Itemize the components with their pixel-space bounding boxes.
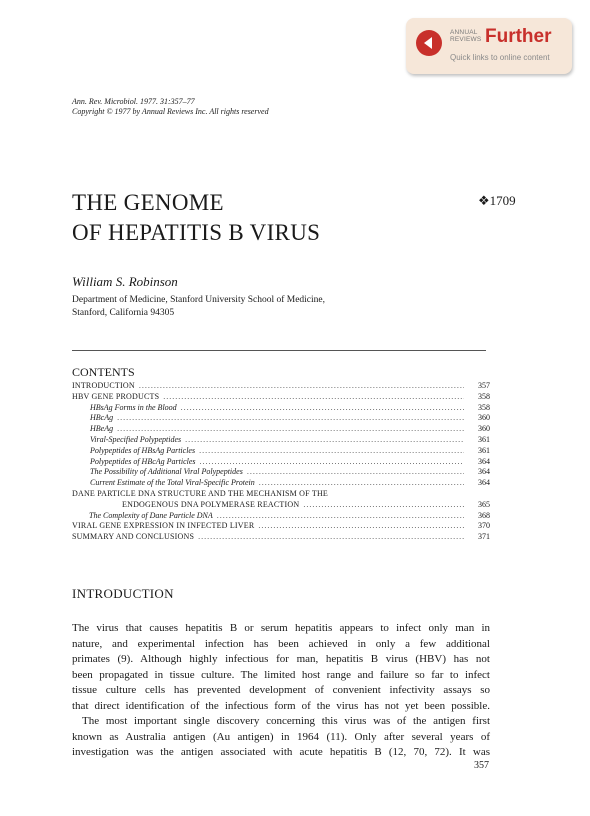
annual-reviews-brand: [450, 29, 481, 43]
toc-entry[interactable]: [72, 392, 490, 403]
body-line: The virus that causes hepatitis B or serum hepatitis appears to infect only man in: [72, 622, 490, 634]
toc-entry-label: DANE PARTICLE DNA STRUCTURE AND THE MECHANISM OF THE: [72, 488, 329, 498]
toc-entry-label: HBeAg: [90, 424, 114, 434]
body-line: tissue culture cells has prevented development of convenient infectivity assays so: [72, 684, 490, 696]
toc-leader: [139, 381, 464, 392]
toc-entry[interactable]: [72, 457, 490, 468]
toc-leader: [259, 478, 464, 489]
toc-entry-page: 361: [478, 445, 490, 455]
toc-entry[interactable]: [72, 467, 490, 478]
toc-entry[interactable]: [72, 511, 490, 522]
toc-entry[interactable]: [72, 500, 490, 511]
toc-entry-page: 360: [478, 413, 490, 423]
introduction-body: [72, 621, 490, 761]
journal-citation: [72, 97, 269, 117]
toc-leader: [117, 413, 464, 424]
table-of-contents: [72, 381, 490, 543]
toc-leader: [185, 435, 464, 446]
toc-entry-label: Viral-Specified Polypeptides: [90, 434, 182, 444]
article-number: ❖1709: [478, 193, 516, 208]
affiliation-line-2: Stanford, California 94305: [72, 308, 175, 318]
toc-leader: [258, 521, 464, 532]
body-line: that direct identification of the infectious form of the virus has not yet been possible.: [72, 699, 490, 712]
body-line: investigation was the antigen associated with acute hepatitis B (12, 70, 72). It was: [72, 746, 490, 758]
toc-leader: [217, 511, 464, 522]
citation-line: Ann. Rev. Microbiol. 1977. 31:357–77: [72, 97, 195, 106]
toc-entry-page: 364: [478, 478, 490, 488]
toc-leader: [200, 457, 464, 468]
toc-entry-label: ENDOGENOUS DNA POLYMERASE REACTION: [122, 499, 300, 509]
toc-entry[interactable]: [72, 381, 490, 392]
toc-leader: [163, 392, 464, 403]
toc-leader: [247, 467, 464, 478]
further-banner[interactable]: [406, 18, 572, 74]
toc-entry-label: The Complexity of Dane Particle DNA: [89, 510, 213, 520]
toc-entry-page: 365: [478, 499, 490, 509]
toc-entry-page: 371: [478, 532, 490, 542]
body-line: been propagated in tissue culture. The limited host range and failure so far to infect: [72, 668, 490, 681]
toc-leader: [198, 532, 464, 543]
toc-entry-label: SUMMARY AND CONCLUSIONS: [72, 532, 195, 542]
section-divider: [72, 350, 486, 351]
page-number: 357: [474, 760, 489, 771]
toc-entry-page: 364: [478, 467, 490, 477]
toc-entry-label: HBsAg Forms in the Blood: [90, 402, 177, 412]
toc-leader: [117, 424, 464, 435]
toc-entry[interactable]: [72, 478, 490, 489]
brand-line-1: ANNUAL: [450, 29, 478, 36]
toc-leader: [303, 500, 464, 511]
toc-entry-page: 357: [478, 381, 490, 390]
title-line-1: THE GENOME: [72, 190, 224, 215]
toc-entry-label: INTRODUCTION: [72, 381, 135, 390]
toc-entry-label: Polypeptides of HBsAg Particles: [90, 445, 196, 455]
toc-leader: [199, 446, 464, 457]
introduction-heading: INTRODUCTION: [72, 586, 174, 601]
author-affiliation: [72, 294, 325, 320]
further-tagline: Quick links to online content: [450, 53, 550, 62]
body-line: nature, and experimental infection has been achieved in only a few additional: [72, 637, 490, 650]
toc-entry[interactable]: [72, 413, 490, 424]
toc-entry-page: 361: [478, 434, 490, 444]
toc-entry-page: 370: [478, 521, 490, 531]
body-line: known as Australia antigen (Au antigen) in 1964 (11). Only after several years of: [72, 730, 490, 743]
toc-entry[interactable]: [72, 424, 490, 435]
contents-heading: CONTENTS: [72, 365, 135, 379]
further-word: Further: [485, 26, 552, 47]
toc-entry[interactable]: [72, 521, 490, 532]
toc-entry[interactable]: [72, 403, 490, 414]
body-line: The most important single discovery concerning this virus was of the antigen first: [82, 715, 490, 727]
toc-entry[interactable]: [72, 446, 490, 457]
toc-entry-label: HBcAg: [90, 413, 114, 423]
brand-line-2: REVIEWS: [450, 36, 482, 43]
title-line-2: OF HEPATITIS B VIRUS: [72, 220, 321, 245]
toc-entry-page: 358: [478, 402, 490, 412]
play-arrow-icon: [416, 30, 442, 56]
copyright-line: Copyright © 1977 by Annual Reviews Inc. All rights reserved: [72, 107, 269, 116]
toc-entry-page: 368: [478, 510, 490, 520]
toc-entry-label: The Possibility of Additional Viral Polypeptides: [90, 467, 243, 477]
author-name: William S. Robinson: [72, 274, 178, 289]
toc-entry-page: 364: [478, 456, 490, 466]
affiliation-line-1: Department of Medicine, Stanford University School of Medicine,: [72, 295, 326, 305]
toc-entry-label: HBV GENE PRODUCTS: [72, 391, 160, 401]
toc-entry-page: 358: [478, 391, 490, 401]
toc-entry[interactable]: [72, 532, 490, 543]
article-title: [72, 188, 320, 248]
toc-entry[interactable]: [72, 435, 490, 446]
toc-entry[interactable]: [72, 489, 490, 500]
toc-entry-label: VIRAL GENE EXPRESSION IN INFECTED LIVER: [72, 521, 255, 531]
toc-entry-label: Polypeptides of HBcAg Particles: [90, 456, 196, 466]
toc-entry-page: 360: [478, 424, 490, 434]
toc-leader: [181, 403, 464, 414]
toc-entry-label: Current Estimate of the Total Viral-Specific Protein: [90, 478, 255, 488]
body-line: primates (9). Although highly infectious for man, hepatitis B virus (HBV) has not: [72, 653, 490, 665]
